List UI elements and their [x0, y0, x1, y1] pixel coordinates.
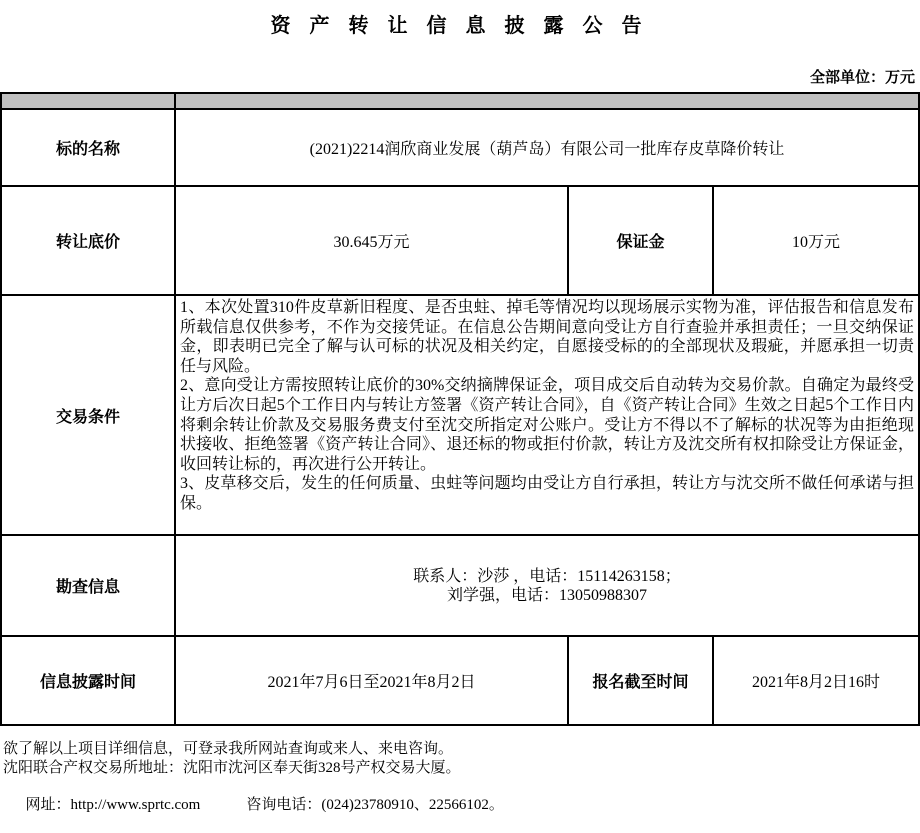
table-row-conditions — [1, 295, 919, 535]
disclosure-value: 2021年7月6日至2021年8月2日 — [175, 636, 568, 725]
price-label: 转让底价 — [1, 186, 175, 295]
table-row-price — [1, 186, 919, 295]
footer-note-address: 沈阳联合产权交易所地址：沈阳市沈河区奉天街328号产权交易大厦。 — [3, 759, 461, 776]
survey-contact-line-2: 刘学强，电话：13050988307 — [447, 586, 648, 604]
deadline-label: 报名截至时间 — [568, 636, 713, 725]
deposit-label: 保证金 — [568, 186, 713, 295]
condition-item-2: 2、意向受让方需按照转让底价的30%交纳摘牌保证金，项目成交后自动转为交易价款。自确定为最终受让方后次日起5个工作日内与转让方签署《资产转让合同》，自《资产转让合同》生效之日起5个工作日内将剩余转让价款及交易服务费支付至沈交所指定对公账户。受让方不得以不了解标的状况等为由拒绝现状接收、拒绝签署《资产转让合同》、退还标的物或拒付价款，转让方及沈交所有权扣除受让方保证金，收回转让标的，再次进行公开转让。 — [180, 377, 915, 473]
table-row-subject — [1, 109, 919, 186]
page-title: 资 产 转 让 信 息 披 露 公 告 — [270, 15, 649, 37]
disclosure-label: 信息披露时间 — [1, 636, 175, 725]
deposit-value: 10万元 — [713, 186, 919, 295]
subject-label: 标的名称 — [1, 109, 175, 186]
conditions-text — [175, 295, 919, 535]
footer-note-contact — [3, 777, 919, 833]
survey-contacts — [175, 535, 919, 636]
condition-item-1: 1、本次处置310件皮草新旧程度、是否虫蛀、掉毛等情况均以现场展示实物为准，评估报告和信息发布所载信息仅供参考，不作为交接凭证。在信息公告期间意向受让方自行查验并承担责任；一旦交纳保证金，即表明已完全了解与认可标的状况及相关约定，自愿接受标的的全部现状及瑕疵，并愿承担一切责任与风险。 — [180, 299, 915, 375]
unit-note: 全部单位：万元 — [809, 70, 915, 86]
website-url: 网址：http://www.sprtc.com — [25, 796, 201, 813]
price-value: 30.645万元 — [175, 186, 568, 295]
deadline-value: 2021年8月2日16时 — [713, 636, 919, 725]
phone-numbers: 咨询电话：(024)23780910、22566102。 — [246, 796, 504, 813]
header-cell-right — [175, 93, 919, 109]
table-header-row — [1, 93, 919, 109]
survey-label: 勘查信息 — [1, 535, 175, 636]
announcement-table — [0, 92, 920, 726]
conditions-label: 交易条件 — [1, 295, 175, 535]
header-cell-left — [1, 93, 175, 109]
footer-note-info: 欲了解以上项目详细信息，可登录我所网站查询或来人、来电咨询。 — [3, 741, 454, 757]
table-row-survey — [1, 535, 919, 636]
survey-contact-line-1: 联系人：沙莎 ，电话：15114263158； — [413, 567, 681, 585]
footer-notes — [0, 740, 919, 833]
condition-item-3: 3、皮草移交后，发生的任何质量、虫蛀等问题均由受让方自行承担，转让方与沈交所不做任何承诺与担保。 — [180, 475, 915, 512]
subject-value: (2021)2214润欣商业发展（葫芦岛）有限公司一批库存皮草降价转让 — [175, 109, 919, 186]
table-row-disclosure — [1, 636, 919, 725]
